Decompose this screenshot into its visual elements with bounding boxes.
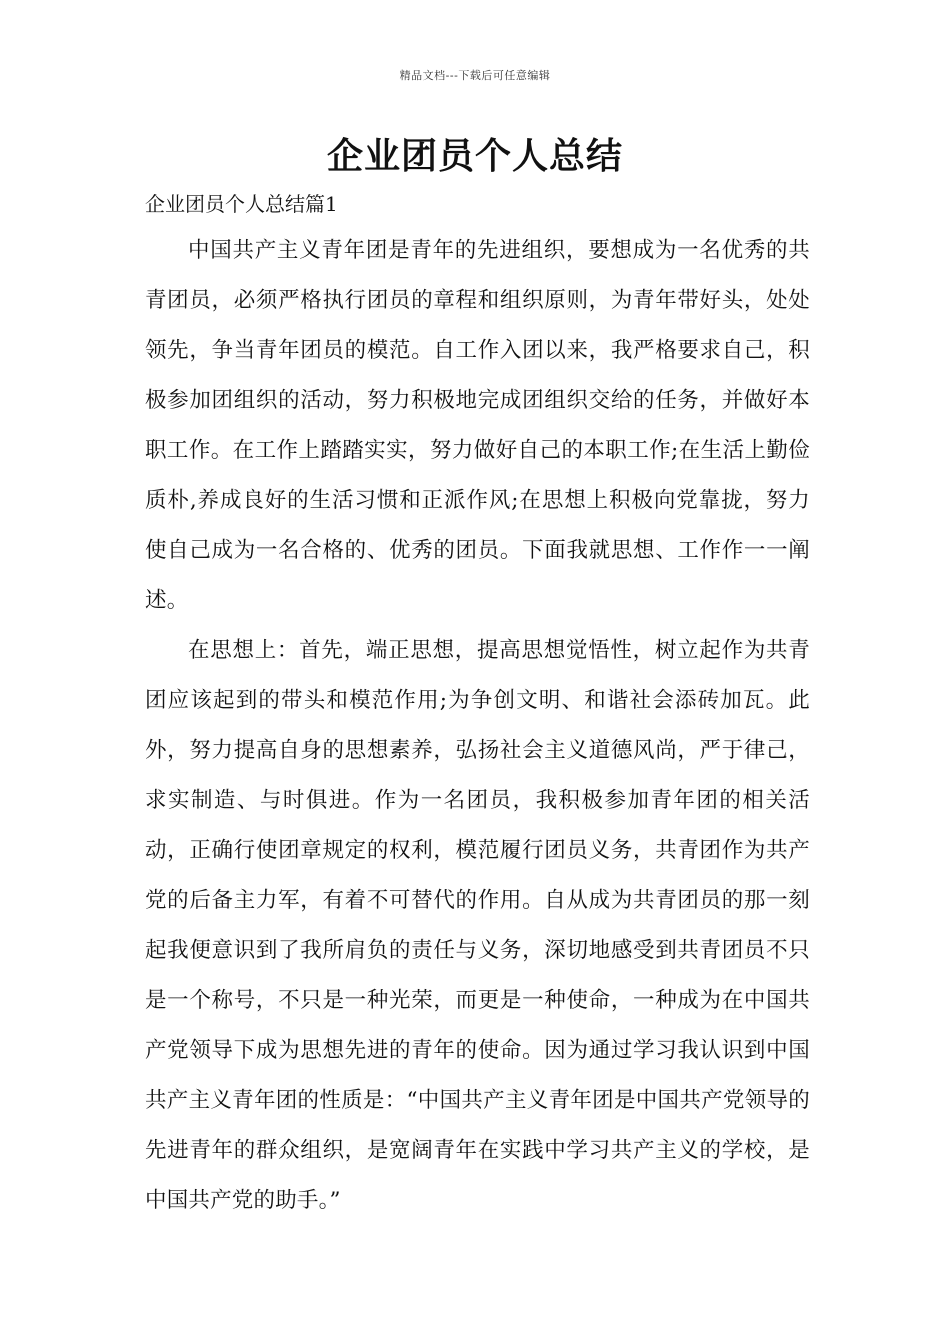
page-header: 精品文档---下载后可任意编辑 xyxy=(399,69,551,82)
document-title: 企业团员个人总结 xyxy=(326,135,623,177)
document-subtitle: 企业团员个人总结篇1 xyxy=(145,192,338,216)
paragraph: 中国共产主义青年团是青年的先进组织，要想成为一名优秀的共青团员，必须严格执行团员的章程和组织原则，为青年带好头，处处领先，争当青年团员的模范。自工作入团以来，我严格要求自己，积极参加团组织的活动，努力积极地完成团组织交给的任务，并做好本职工作。在工作上踏踏实实，努力做好自己的本职工作;在生活上勤俭质朴,养成良好的生活习惯和正派作风;在思想上积极向党靠拢，努力使自己成为一名合格的、优秀的团员。下面我就思想、工作作一一阐述。 xyxy=(145,238,810,613)
document-body xyxy=(145,226,810,1226)
paragraph: 在思想上：首先，端正思想，提高思想觉悟性，树立起作为共青团应该起到的带头和模范作用;为争创文明、和谐社会添砖加瓦。此外，努力提高自身的思想素养，弘扬社会主义道德风尚，严于律己，求实制造、与时俱进。作为一名团员，我积极参加青年团的相关活动，正确行使团章规定的权利，模范履行团员义务，共青团作为共产党的后备主力军，有着不可替代的作用。自从成为共青团员的那一刻起我便意识到了我所肩负的责任与义务，深切地感受到共青团员不只是一个称号，不只是一种光荣，而更是一种使命，一种成为在中国共产党领导下成为思想先进的青年的使命。因为通过学习我认识到中国共产主义青年团的性质是：“中国共产主义青年团是中国共产党领导的先进青年的群众组织，是宽阔青年在实践中学习共产主义的学校，是中国共产党的助手。” xyxy=(145,638,810,1213)
